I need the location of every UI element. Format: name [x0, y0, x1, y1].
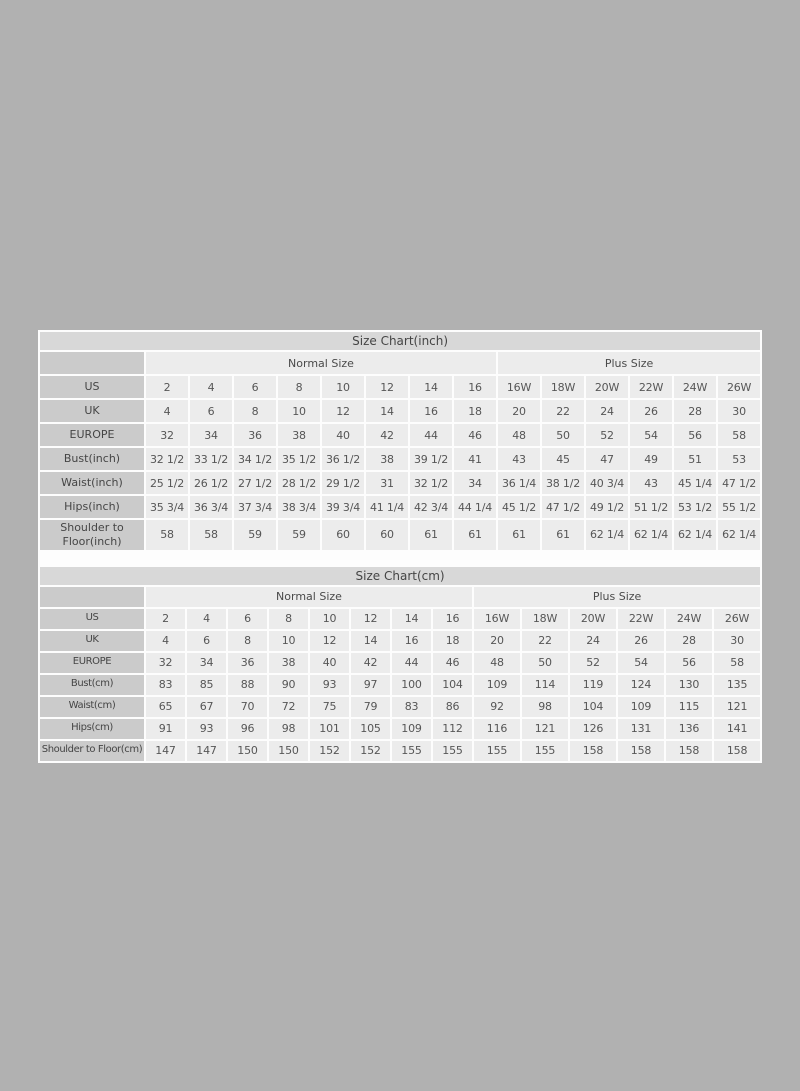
size-value-cell: 8: [269, 609, 308, 629]
size-value-cell: 20W: [586, 376, 628, 398]
row-label: Bust(cm): [40, 675, 144, 695]
size-value-cell: 32: [146, 424, 188, 446]
size-value-cell: 52: [586, 424, 628, 446]
size-value-cell: 16: [392, 631, 431, 651]
size-value-cell: 16: [433, 609, 472, 629]
size-value-cell: 155: [392, 741, 431, 761]
size-value-cell: 124: [618, 675, 664, 695]
size-value-cell: 10: [269, 631, 308, 651]
table-row: [40, 741, 760, 761]
size-value-cell: 158: [618, 741, 664, 761]
size-charts: [38, 330, 762, 763]
plus-size-header-cm: Plus Size: [474, 587, 760, 607]
plus-size-header-inch: Plus Size: [498, 352, 760, 374]
row-label: UK: [40, 631, 144, 651]
size-value-cell: 30: [714, 631, 760, 651]
size-value-cell: 97: [351, 675, 390, 695]
size-value-cell: 43: [498, 448, 540, 470]
size-value-cell: 4: [187, 609, 226, 629]
size-value-cell: 59: [234, 520, 276, 550]
row-label: UK: [40, 400, 144, 422]
size-value-cell: 59: [278, 520, 320, 550]
size-value-cell: 36: [228, 653, 267, 673]
size-value-cell: 38 1/2: [542, 472, 584, 494]
size-value-cell: 54: [618, 653, 664, 673]
size-value-cell: 62 1/4: [586, 520, 628, 550]
size-value-cell: 44 1/4: [454, 496, 496, 518]
size-value-cell: 150: [228, 741, 267, 761]
size-value-cell: 48: [474, 653, 520, 673]
normal-size-header-cm: Normal Size: [146, 587, 472, 607]
size-value-cell: 32 1/2: [146, 448, 188, 470]
size-value-cell: 61: [410, 520, 452, 550]
size-value-cell: 20: [474, 631, 520, 651]
size-value-cell: 75: [310, 697, 349, 717]
size-value-cell: 115: [666, 697, 712, 717]
group-header-spacer-cm: [40, 587, 144, 607]
size-value-cell: 10: [322, 376, 364, 398]
row-label: EUROPE: [40, 424, 144, 446]
size-value-cell: 14: [351, 631, 390, 651]
group-header-spacer-inch: [40, 352, 144, 374]
size-value-cell: 36 1/4: [498, 472, 540, 494]
size-value-cell: 72: [269, 697, 308, 717]
size-value-cell: 104: [570, 697, 616, 717]
size-value-cell: 34: [454, 472, 496, 494]
size-value-cell: 43: [630, 472, 672, 494]
size-value-cell: 93: [187, 719, 226, 739]
size-value-cell: 39 3/4: [322, 496, 364, 518]
size-value-cell: 12: [351, 609, 390, 629]
size-value-cell: 4: [146, 400, 188, 422]
size-value-cell: 24: [570, 631, 616, 651]
size-value-cell: 152: [310, 741, 349, 761]
size-value-cell: 25 1/2: [146, 472, 188, 494]
size-value-cell: 62 1/4: [674, 520, 716, 550]
size-value-cell: 65: [146, 697, 185, 717]
size-value-cell: 109: [392, 719, 431, 739]
size-value-cell: 60: [322, 520, 364, 550]
size-value-cell: 42 3/4: [410, 496, 452, 518]
size-value-cell: 6: [228, 609, 267, 629]
size-value-cell: 36 1/2: [322, 448, 364, 470]
row-label: Bust(inch): [40, 448, 144, 470]
table-row: [40, 448, 760, 470]
size-value-cell: 8: [234, 400, 276, 422]
size-value-cell: 54: [630, 424, 672, 446]
size-value-cell: 26: [618, 631, 664, 651]
size-value-cell: 16: [410, 400, 452, 422]
size-value-cell: 62 1/4: [718, 520, 760, 550]
size-value-cell: 42: [366, 424, 408, 446]
table-row: [40, 609, 760, 629]
size-value-cell: 48: [498, 424, 540, 446]
size-value-cell: 105: [351, 719, 390, 739]
size-value-cell: 39 1/2: [410, 448, 452, 470]
size-value-cell: 28: [674, 400, 716, 422]
size-value-cell: 45 1/2: [498, 496, 540, 518]
size-value-cell: 47 1/2: [718, 472, 760, 494]
size-value-cell: 41 1/4: [366, 496, 408, 518]
table-row: [40, 472, 760, 494]
size-value-cell: 96: [228, 719, 267, 739]
size-value-cell: 32 1/2: [410, 472, 452, 494]
size-value-cell: 12: [310, 631, 349, 651]
size-value-cell: 50: [542, 424, 584, 446]
size-value-cell: 40: [322, 424, 364, 446]
size-value-cell: 155: [433, 741, 472, 761]
size-value-cell: 98: [522, 697, 568, 717]
size-value-cell: 22: [522, 631, 568, 651]
size-value-cell: 121: [522, 719, 568, 739]
size-value-cell: 26W: [714, 609, 760, 629]
size-value-cell: 33 1/2: [190, 448, 232, 470]
size-value-cell: 119: [570, 675, 616, 695]
size-value-cell: 4: [146, 631, 185, 651]
table-row: [40, 631, 760, 651]
size-value-cell: 22: [542, 400, 584, 422]
size-value-cell: 8: [228, 631, 267, 651]
size-value-cell: 37 3/4: [234, 496, 276, 518]
size-value-cell: 16W: [474, 609, 520, 629]
size-value-cell: 79: [351, 697, 390, 717]
size-value-cell: 58: [190, 520, 232, 550]
size-value-cell: 136: [666, 719, 712, 739]
row-label: Waist(cm): [40, 697, 144, 717]
size-value-cell: 109: [618, 697, 664, 717]
size-value-cell: 116: [474, 719, 520, 739]
size-value-cell: 92: [474, 697, 520, 717]
table-row: [40, 653, 760, 673]
size-value-cell: 4: [190, 376, 232, 398]
size-value-cell: 150: [269, 741, 308, 761]
size-value-cell: 49 1/2: [586, 496, 628, 518]
size-value-cell: 20W: [570, 609, 616, 629]
size-value-cell: 112: [433, 719, 472, 739]
size-value-cell: 6: [190, 400, 232, 422]
size-value-cell: 28 1/2: [278, 472, 320, 494]
table-title-cm: Size Chart(cm): [40, 567, 760, 585]
size-value-cell: 28: [666, 631, 712, 651]
size-value-cell: 45 1/4: [674, 472, 716, 494]
size-value-cell: 83: [146, 675, 185, 695]
size-value-cell: 158: [714, 741, 760, 761]
row-label: Hips(inch): [40, 496, 144, 518]
size-value-cell: 135: [714, 675, 760, 695]
size-value-cell: 42: [351, 653, 390, 673]
size-value-cell: 44: [392, 653, 431, 673]
size-chart-cm-table: [38, 565, 762, 763]
size-value-cell: 35 3/4: [146, 496, 188, 518]
size-value-cell: 52: [570, 653, 616, 673]
size-value-cell: 34: [190, 424, 232, 446]
size-value-cell: 22W: [618, 609, 664, 629]
size-value-cell: 45: [542, 448, 584, 470]
size-value-cell: 55 1/2: [718, 496, 760, 518]
table-row: [40, 400, 760, 422]
size-value-cell: 44: [410, 424, 452, 446]
size-value-cell: 101: [310, 719, 349, 739]
size-value-cell: 126: [570, 719, 616, 739]
size-value-cell: 50: [522, 653, 568, 673]
size-value-cell: 35 1/2: [278, 448, 320, 470]
size-value-cell: 36 3/4: [190, 496, 232, 518]
size-value-cell: 24W: [674, 376, 716, 398]
size-value-cell: 51 1/2: [630, 496, 672, 518]
size-value-cell: 38: [278, 424, 320, 446]
size-value-cell: 98: [269, 719, 308, 739]
size-value-cell: 88: [228, 675, 267, 695]
row-label: EUROPE: [40, 653, 144, 673]
size-value-cell: 26: [630, 400, 672, 422]
size-value-cell: 67: [187, 697, 226, 717]
size-value-cell: 86: [433, 697, 472, 717]
size-value-cell: 40: [310, 653, 349, 673]
size-value-cell: 62 1/4: [630, 520, 672, 550]
size-value-cell: 14: [410, 376, 452, 398]
size-value-cell: 16: [454, 376, 496, 398]
table-row: [40, 496, 760, 518]
row-label: US: [40, 376, 144, 398]
normal-size-header-inch: Normal Size: [146, 352, 496, 374]
size-value-cell: 18W: [522, 609, 568, 629]
table-row: [40, 424, 760, 446]
size-value-cell: 14: [366, 400, 408, 422]
table-row: [40, 520, 760, 550]
size-value-cell: 18: [454, 400, 496, 422]
table-row: [40, 719, 760, 739]
size-value-cell: 32: [146, 653, 185, 673]
size-value-cell: 131: [618, 719, 664, 739]
size-value-cell: 8: [278, 376, 320, 398]
size-value-cell: 93: [310, 675, 349, 695]
size-value-cell: 18: [433, 631, 472, 651]
size-value-cell: 56: [666, 653, 712, 673]
size-value-cell: 24W: [666, 609, 712, 629]
size-value-cell: 56: [674, 424, 716, 446]
size-value-cell: 141: [714, 719, 760, 739]
size-value-cell: 18W: [542, 376, 584, 398]
row-label: Hips(cm): [40, 719, 144, 739]
size-value-cell: 83: [392, 697, 431, 717]
size-value-cell: 47: [586, 448, 628, 470]
table-row: [40, 697, 760, 717]
size-value-cell: 10: [278, 400, 320, 422]
size-value-cell: 61: [498, 520, 540, 550]
size-value-cell: 16W: [498, 376, 540, 398]
size-value-cell: 29 1/2: [322, 472, 364, 494]
size-value-cell: 60: [366, 520, 408, 550]
row-label: Shoulder to Floor(cm): [40, 741, 144, 761]
size-value-cell: 24: [586, 400, 628, 422]
size-value-cell: 2: [146, 609, 185, 629]
size-value-cell: 47 1/2: [542, 496, 584, 518]
size-value-cell: 90: [269, 675, 308, 695]
size-value-cell: 10: [310, 609, 349, 629]
size-value-cell: 12: [322, 400, 364, 422]
size-value-cell: 155: [474, 741, 520, 761]
size-value-cell: 58: [714, 653, 760, 673]
size-value-cell: 155: [522, 741, 568, 761]
size-value-cell: 130: [666, 675, 712, 695]
size-value-cell: 109: [474, 675, 520, 695]
size-value-cell: 152: [351, 741, 390, 761]
size-value-cell: 34: [187, 653, 226, 673]
size-value-cell: 26W: [718, 376, 760, 398]
size-value-cell: 91: [146, 719, 185, 739]
size-value-cell: 49: [630, 448, 672, 470]
size-value-cell: 104: [433, 675, 472, 695]
size-value-cell: 6: [187, 631, 226, 651]
size-value-cell: 100: [392, 675, 431, 695]
size-value-cell: 27 1/2: [234, 472, 276, 494]
size-value-cell: 34 1/2: [234, 448, 276, 470]
table-row: [40, 376, 760, 398]
size-value-cell: 61: [454, 520, 496, 550]
size-value-cell: 158: [666, 741, 712, 761]
table-row: [40, 675, 760, 695]
row-label: US: [40, 609, 144, 629]
size-value-cell: 147: [187, 741, 226, 761]
size-value-cell: 70: [228, 697, 267, 717]
table-title-inch: Size Chart(inch): [40, 332, 760, 350]
size-value-cell: 30: [718, 400, 760, 422]
size-value-cell: 38: [366, 448, 408, 470]
size-value-cell: 121: [714, 697, 760, 717]
size-value-cell: 41: [454, 448, 496, 470]
size-value-cell: 61: [542, 520, 584, 550]
size-value-cell: 26 1/2: [190, 472, 232, 494]
size-value-cell: 46: [454, 424, 496, 446]
size-value-cell: 158: [570, 741, 616, 761]
size-value-cell: 22W: [630, 376, 672, 398]
size-value-cell: 114: [522, 675, 568, 695]
size-value-cell: 20: [498, 400, 540, 422]
size-value-cell: 85: [187, 675, 226, 695]
row-label: Waist(inch): [40, 472, 144, 494]
size-value-cell: 40 3/4: [586, 472, 628, 494]
size-value-cell: 2: [146, 376, 188, 398]
size-value-cell: 58: [718, 424, 760, 446]
size-value-cell: 53 1/2: [674, 496, 716, 518]
size-value-cell: 12: [366, 376, 408, 398]
size-value-cell: 147: [146, 741, 185, 761]
size-value-cell: 53: [718, 448, 760, 470]
size-value-cell: 38 3/4: [278, 496, 320, 518]
size-value-cell: 38: [269, 653, 308, 673]
size-value-cell: 58: [146, 520, 188, 550]
size-value-cell: 14: [392, 609, 431, 629]
size-value-cell: 6: [234, 376, 276, 398]
size-value-cell: 51: [674, 448, 716, 470]
size-value-cell: 31: [366, 472, 408, 494]
size-value-cell: 36: [234, 424, 276, 446]
size-value-cell: 46: [433, 653, 472, 673]
size-chart-inch-table: [38, 330, 762, 552]
row-label: Shoulder to Floor(inch): [40, 520, 144, 550]
